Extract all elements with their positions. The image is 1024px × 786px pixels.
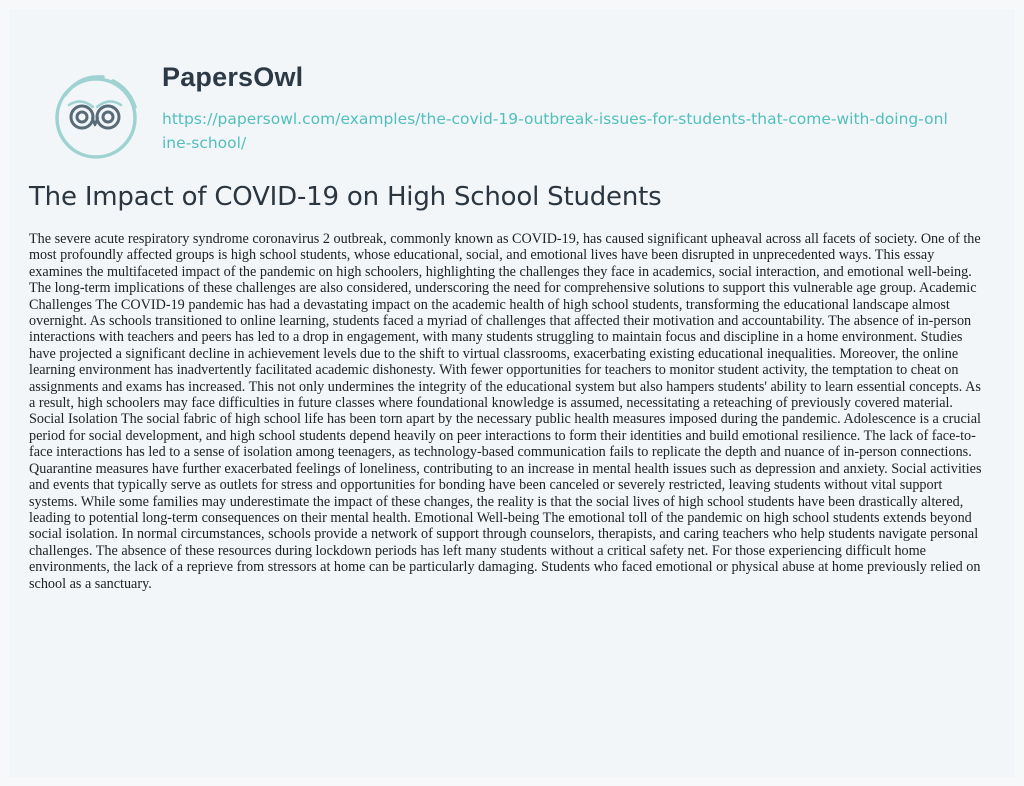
source-url-link[interactable]: https://papersowl.com/examples/the-covid-19-outbreak-issues-for-students-that-come-with-doing-online-school/	[162, 110, 948, 152]
brand-name: PapersOwl	[162, 62, 304, 92]
site-header	[51, 62, 1011, 167]
essay-page	[9, 9, 1015, 777]
essay-body: The severe acute respiratory syndrome coronavirus 2 outbreak, commonly known as COVID-19, has caused significant upheaval across all facets of society. One of the most profoundly affected groups is high school students, whose educational, social, and emotional lives have been disrupted in unprecedented ways. This essay examines the multifaceted impact of the pandemic on high schoolers, highlighting the challenges they face in academics, social interaction, and emotional well-being. The long-term implications of these challenges are also considered, underscoring the need for comprehensive solutions to support this vulnerable age group. Academic Challenges The COVID-19 pandemic has had a devastating impact on the academic health of high school students, transforming the educational landscape almost overnight. As schools transitioned to online learning, students faced a myriad of challenges that affected their motivation and accountability. The absence of in-person interactions with teachers and peers has led to a drop in engagement, with many students struggling to maintain focus and discipline in a home environment. Studies have projected a significant decline in achievement levels due to the shift to virtual classrooms, exacerbating existing educational inequalities. Moreover, the online learning environment has inadvertently facilitated academic dishonesty. With fewer opportunities for teachers to monitor student activity, the temptation to cheat on assignments and exams has increased. This not only undermines the integrity of the educational system but also hampers students' ability to learn essential concepts. As a result, high schoolers may face difficulties in future classes where foundational knowledge is assumed, necessitating a reteaching of previously covered material. Social Isolation The social fabric of high school life has been torn apart by the necessary public health measures imposed during the pandemic. Adolescence is a crucial period for social development, and high school students depend heavily on peer interactions to form their identities and build emotional resilience. The lack of face-to-face interactions has led to a sense of isolation among teenagers, as technology-based communication fails to replicate the depth and nuance of in-person connections. Quarantine measures have further exacerbated feelings of loneliness, contributing to an increase in mental health issues such as depression and anxiety. Social activities and events that typically serve as outlets for stress and opportunities for bonding have been canceled or severely restricted, leaving students without vital support systems. While some families may underestimate the impact of these changes, the reality is that the social lives of high school students have been drastically altered, leading to potential long-term consequences on their mental health. Emotional Well-being The emotional toll of the pandemic on high school students extends beyond social isolation. In normal circumstances, schools provide a network of support through counselors, therapists, and caring teachers who help students navigate personal challenges. The absence of these resources during lockdown periods has left many students without a critical safety net. For those experiencing difficult home environments, the lack of a reprieve from stressors at home can be particularly damaging. Students who faced emotional or physical abuse at home previously relied on school as a sanctuary.	[29, 231, 982, 592]
owl-logo-icon	[51, 67, 147, 163]
essay-title: The Impact of COVID-19 on High School Students	[29, 182, 662, 212]
